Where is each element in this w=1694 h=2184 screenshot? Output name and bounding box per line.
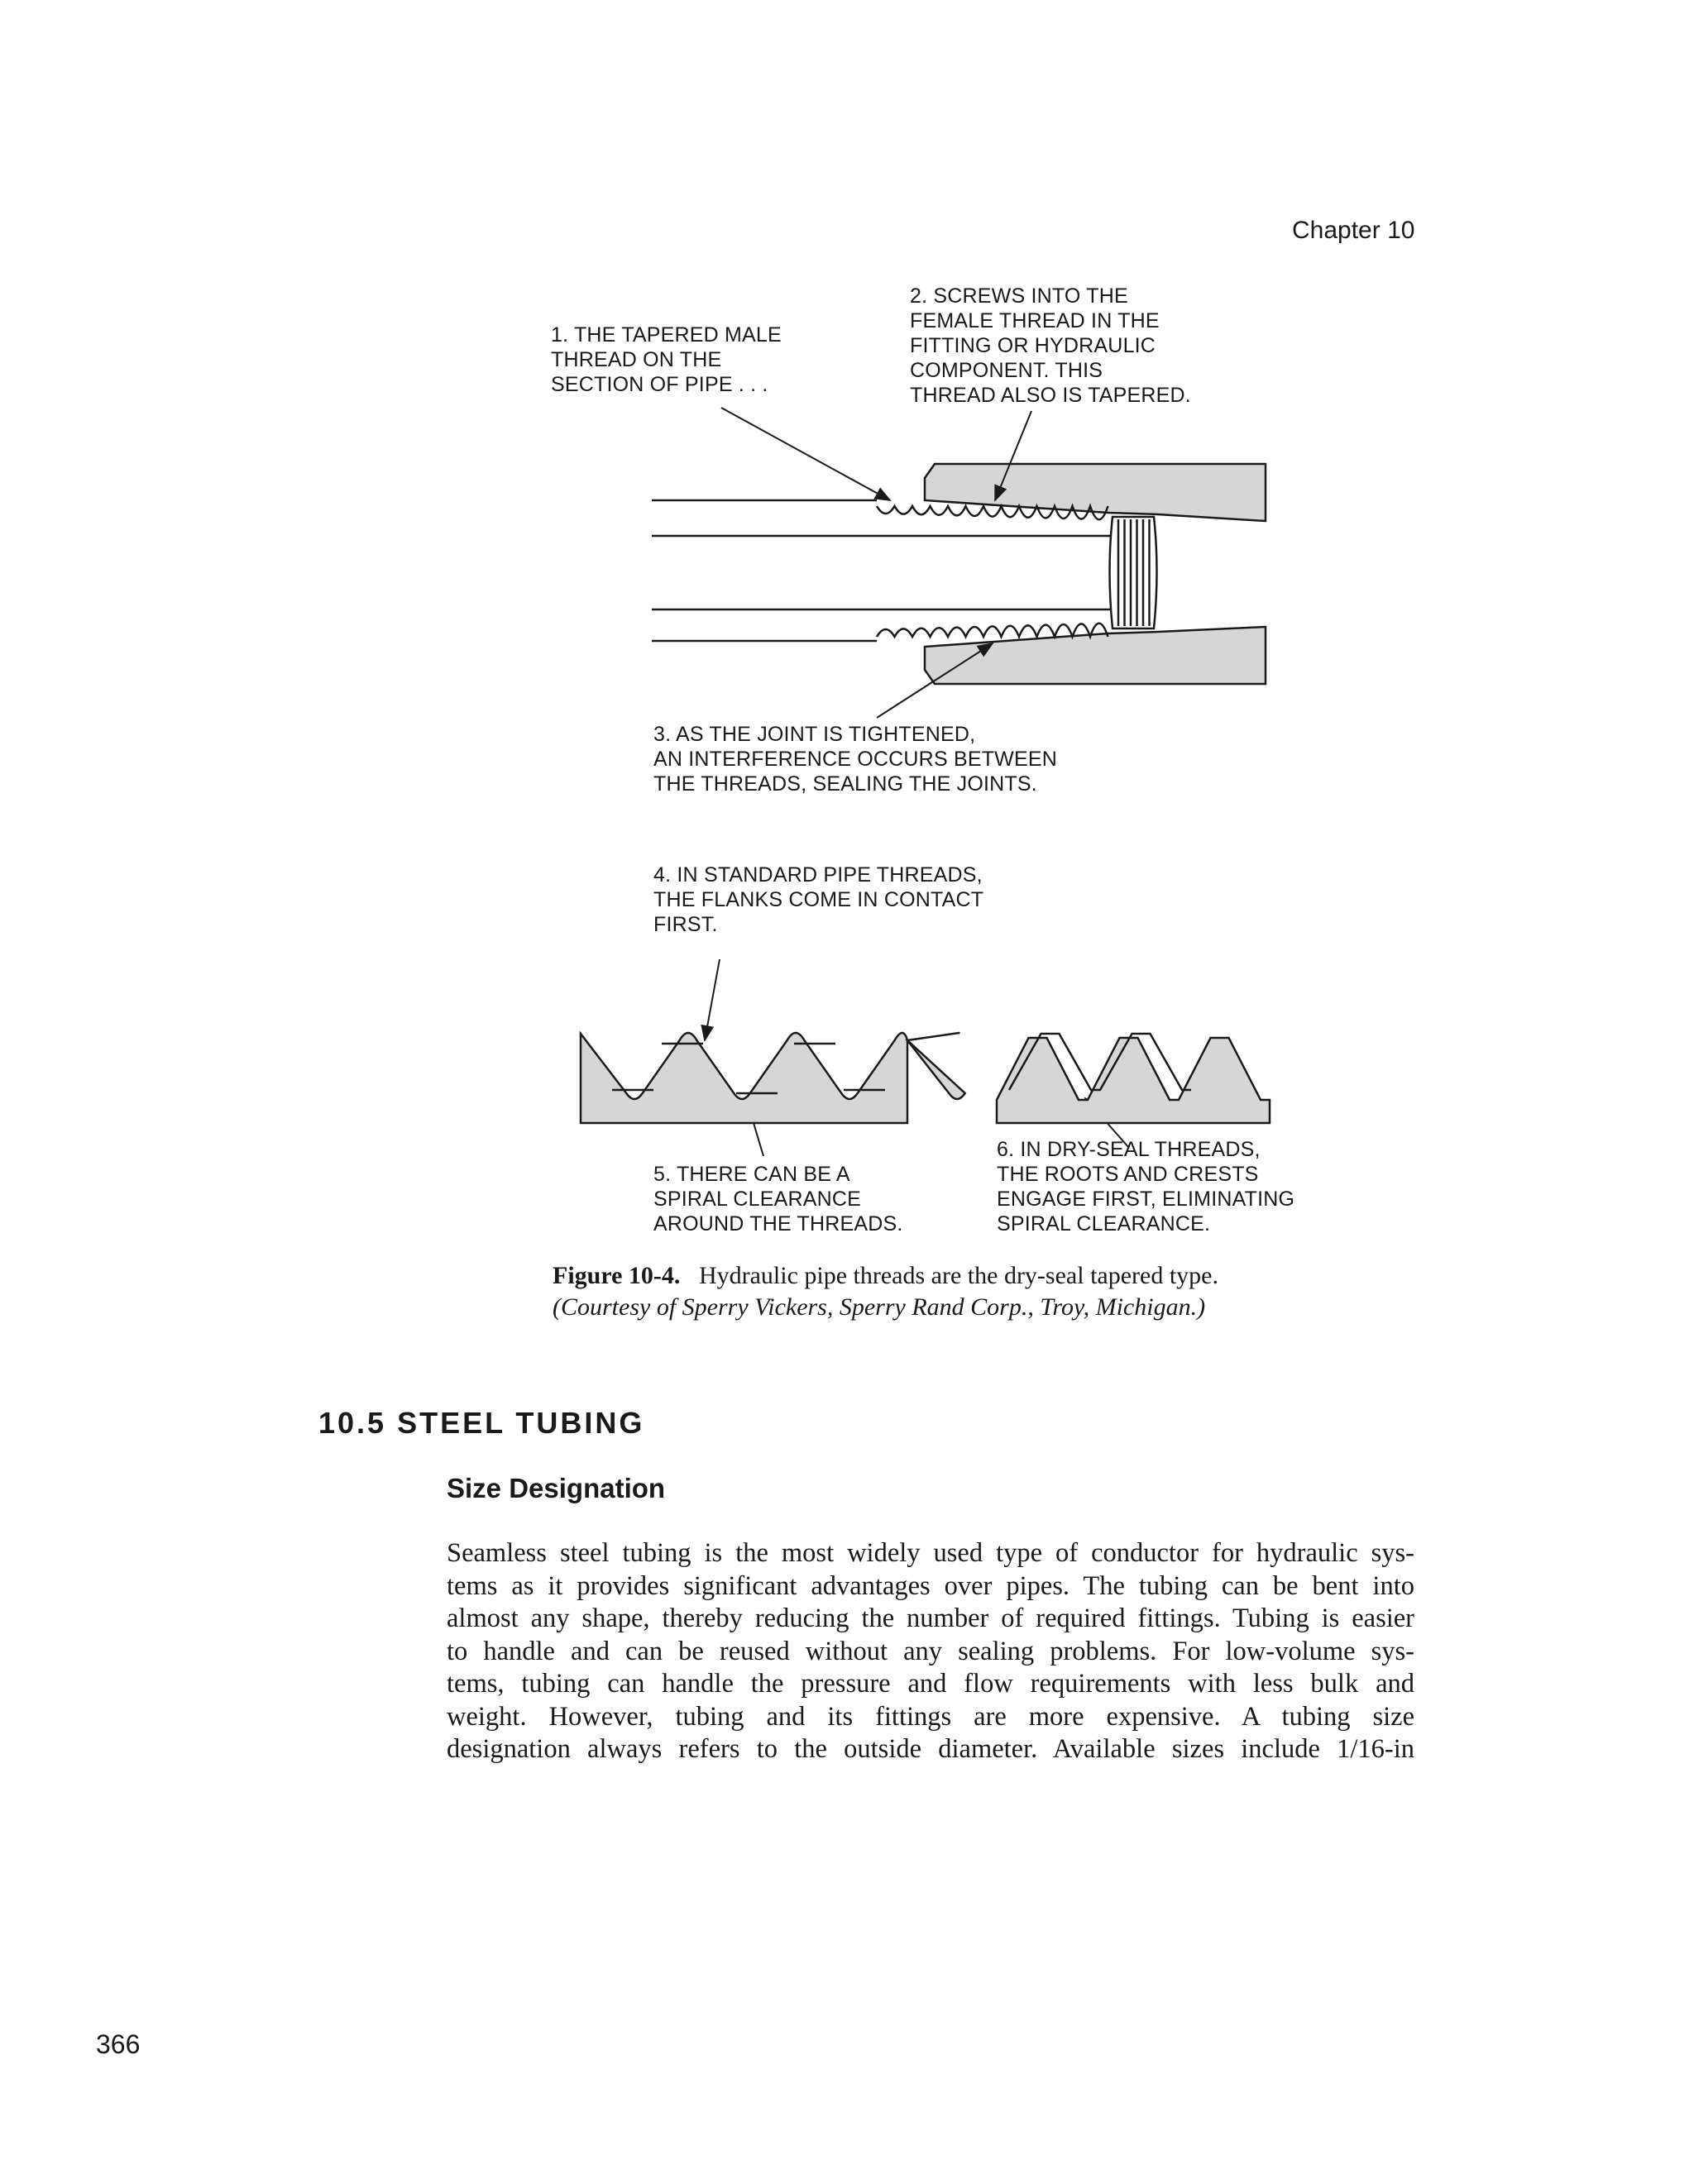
callout-1: 1. THE TAPERED MALE THREAD ON THE SECTION OF PIPE . . . [551,323,782,396]
body-line: designation always refers to the outside diameter. Available sizes include 1/16-in [447,1734,1414,1764]
fitting-bottom-body [925,627,1266,684]
body-line: to handle and can be reused without any sealing problems. For low-volume sys- [447,1636,1414,1666]
callout-5: 5. THERE CAN BE A SPIRAL CLEARANCE AROUND THE THREADS. [653,1163,903,1235]
caption-label: Figure 10-4. [553,1262,681,1289]
callout-3: 3. AS THE JOINT IS TIGHTENED, AN INTERFERENCE OCCURS BETWEEN THE THREADS, SEALING THE JOINTS. [653,723,1057,796]
body-line: tems as it provides significant advantages over pipes. The tubing can be bent into [447,1570,1414,1601]
dry-seal-thread-profile [997,1038,1270,1123]
male-thread-top [877,506,1108,519]
caption-credit: (Courtesy of Sperry Vickers, Sperry Rand Corp., Troy, Michigan.) [553,1293,1206,1321]
body-line: Seamless steel tubing is the most widely used type of conductor for hydraulic sys- [447,1538,1414,1568]
leader-arrow-1 [721,408,890,500]
caption-text: Hydraulic pipe threads are the dry-seal tapered type. [698,1262,1218,1289]
body-line: weight. However, tubing and its fittings are more expensive. A tubing size [447,1701,1414,1732]
fitting-top-body [925,464,1266,521]
figure-caption [553,1260,1363,1323]
subsection-heading: Size Designation [447,1473,666,1503]
callout-6: 6. IN DRY-SEAL THREADS, THE ROOTS AND CRESTS ENGAGE FIRST, ELIMINATING SPIRAL CLEARANCE. [997,1138,1295,1235]
section-heading: 10.5 STEEL TUBING [318,1406,645,1440]
body-paragraph [447,1537,1414,1766]
callout-4: 4. IN STANDARD PIPE THREADS, THE FLANKS COME IN CONTACT FIRST. [653,863,984,936]
male-thread-bottom [877,624,1108,637]
leader-arrow-4 [705,959,720,1040]
standard-thread-profile [581,1033,965,1123]
body-line: tems, tubing can handle the pressure and flow requirements with less bulk and [447,1669,1414,1699]
body-line: almost any shape, thereby reducing the number of required fittings. Tubing is easier [447,1603,1414,1633]
running-header-chapter: Chapter 10 [1292,217,1415,244]
page-number: 366 [96,2029,141,2059]
callout-2: 2. SCREWS INTO THE FEMALE THREAD IN THE FITTING OR HYDRAULIC COMPONENT. THIS THREAD ALSO IS TAPERED. [910,284,1191,407]
pipe-end-thread-rings [1110,517,1157,628]
